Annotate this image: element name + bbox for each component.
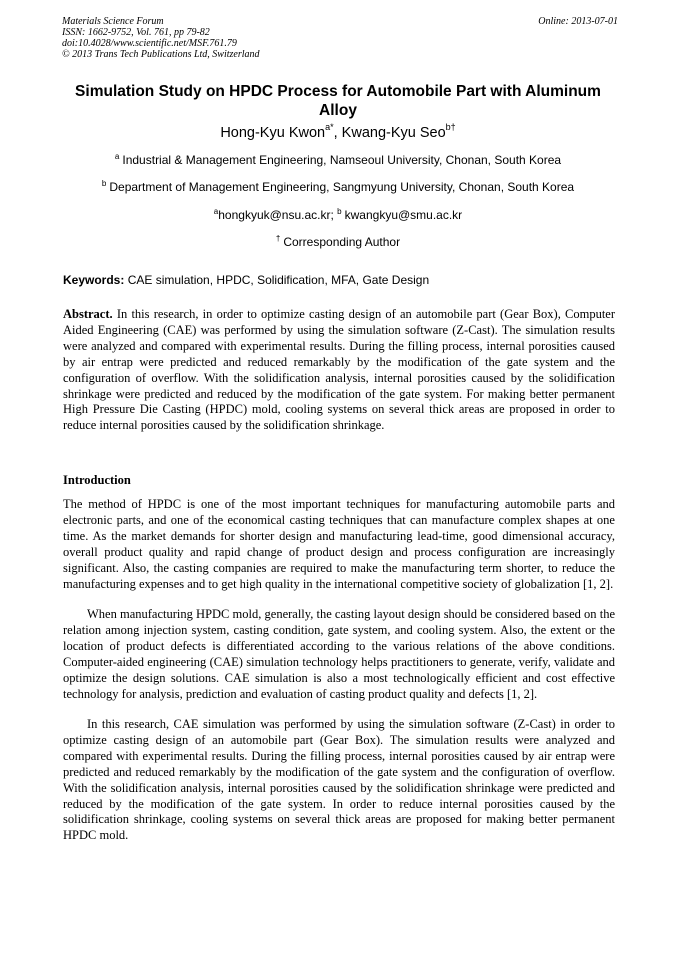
introduction-paragraph-2: When manufacturing HPDC mold, generally, the casting layout design should be considered based on the relation among injection system, casting condition, gate system, and cooling system. Also, the extent or the location of product defects is differentiated according to the various relations of the above conditions. Computer-aided engineering (CAE) simulation technology helps practitioners to generate, verify, validate and optimize the design solutions. CAE simulation is also a most technologically efficient and cost effective technology for analysis, prediction and evaluation of casting product quality and defects [1, 2].	[63, 607, 615, 701]
email-b[interactable]: kwangkyu@smu.ac.kr	[344, 208, 463, 222]
abstract-label: Abstract.	[63, 307, 113, 321]
author-separator: ,	[333, 125, 342, 141]
abstract-paragraph	[63, 307, 615, 434]
copyright-line: © 2013 Trans Tech Publications Ltd, Switzerland	[62, 49, 260, 60]
corresponding-marker: †	[275, 234, 281, 243]
introduction-paragraph-3: In this research, CAE simulation was performed by using the simulation software (Z-Cast) in order to optimize casting design of an automobile part (Gear Box). The simulation results were analyzed and compared with experimental results. During the filling process, internal porosities caused by air entrap were predicted and reduced remarkably by the modification of the gate system and the configuration of overflow. With the solidification analysis, internal porosities caused by the solidification shrinkage were predicted and reduced by the modification of the gate system. In order to reduce internal porosities caused by the solidification shrinkage, cooling systems on several thick areas are proposed for making better permanent HPDC mold.	[63, 717, 615, 843]
affiliation-a	[62, 153, 614, 168]
abstract-text: In this research, in order to optimize casting design of an automobile part (Gear Box), Computer Aided Engineering (CAE) was performed by using the simulation software (Z-Cast). The simulation results were analyzed and compared with experimental results. During the filling process, internal porosities caused by air entrap were predicted and reduced remarkably by the modification of the gate system and the configuration of overflow. With the solidification analysis, internal porosities caused by the solidification shrinkage were predicted and reduced by the modification of the gate system. For making better permanent High Pressure Die Casting (HPDC) mold, cooling systems on several thick areas are proposed in order to reduce internal porosities caused by the solidification shrinkage.	[63, 307, 616, 433]
author-1-marker: a*	[325, 122, 334, 132]
affiliation-b-marker: b	[101, 179, 107, 188]
affiliation-b-text: Department of Management Engineering, Sangmyung University, Chonan, South Korea	[109, 180, 575, 194]
introduction-heading: Introduction	[63, 473, 131, 487]
affiliation-a-marker: a	[114, 152, 120, 161]
keywords	[63, 273, 615, 288]
paper-title: Simulation Study on HPDC Process for Automobile Part with Aluminum Alloy	[75, 83, 601, 119]
email-a[interactable]: hongkyuk@nsu.ac.kr;	[218, 208, 334, 222]
author-2-marker: b†	[445, 122, 456, 132]
online-date: Online: 2013-07-01	[538, 16, 618, 27]
corresponding-note	[62, 235, 614, 250]
keywords-label: Keywords:	[63, 273, 125, 287]
author-list	[62, 124, 614, 142]
journal-name: Materials Science Forum	[62, 16, 164, 27]
email-a-marker: a	[213, 207, 219, 216]
issn-line: ISSN: 1662-9752, Vol. 761, pp 79-82	[62, 27, 210, 38]
corresponding-text: Corresponding Author	[283, 235, 401, 249]
keywords-text: CAE simulation, HPDC, Solidification, MFA, Gate Design	[127, 273, 430, 287]
author-emails	[62, 208, 614, 223]
introduction-paragraph-1: The method of HPDC is one of the most important techniques for manufacturing automobile parts and electronic parts, and one of the economical casting techniques that can manufacture complex shapes at one time. As the market demands for shorter design and manufacturing lead-time, good dimensional accuracy, overall product quality and rapid change of product design and process configuration are increasingly significant. Also, the casting companies are required to make the manufacturing term shorter, to reduce the manufacturing expenses and to get high quality in the international competitive society of globalization [1, 2].	[63, 497, 615, 591]
doi-line: doi:10.4028/www.scientific.net/MSF.761.79	[62, 38, 237, 49]
author-2: Kwang-Kyu Seo	[341, 125, 446, 141]
journal-header	[62, 16, 618, 60]
author-1: Hong-Kyu Kwon	[220, 125, 326, 141]
email-b-marker: b	[337, 207, 342, 216]
affiliation-b	[62, 180, 614, 195]
affiliation-a-text: Industrial & Management Engineering, Namseoul University, Chonan, South Korea	[122, 153, 562, 167]
